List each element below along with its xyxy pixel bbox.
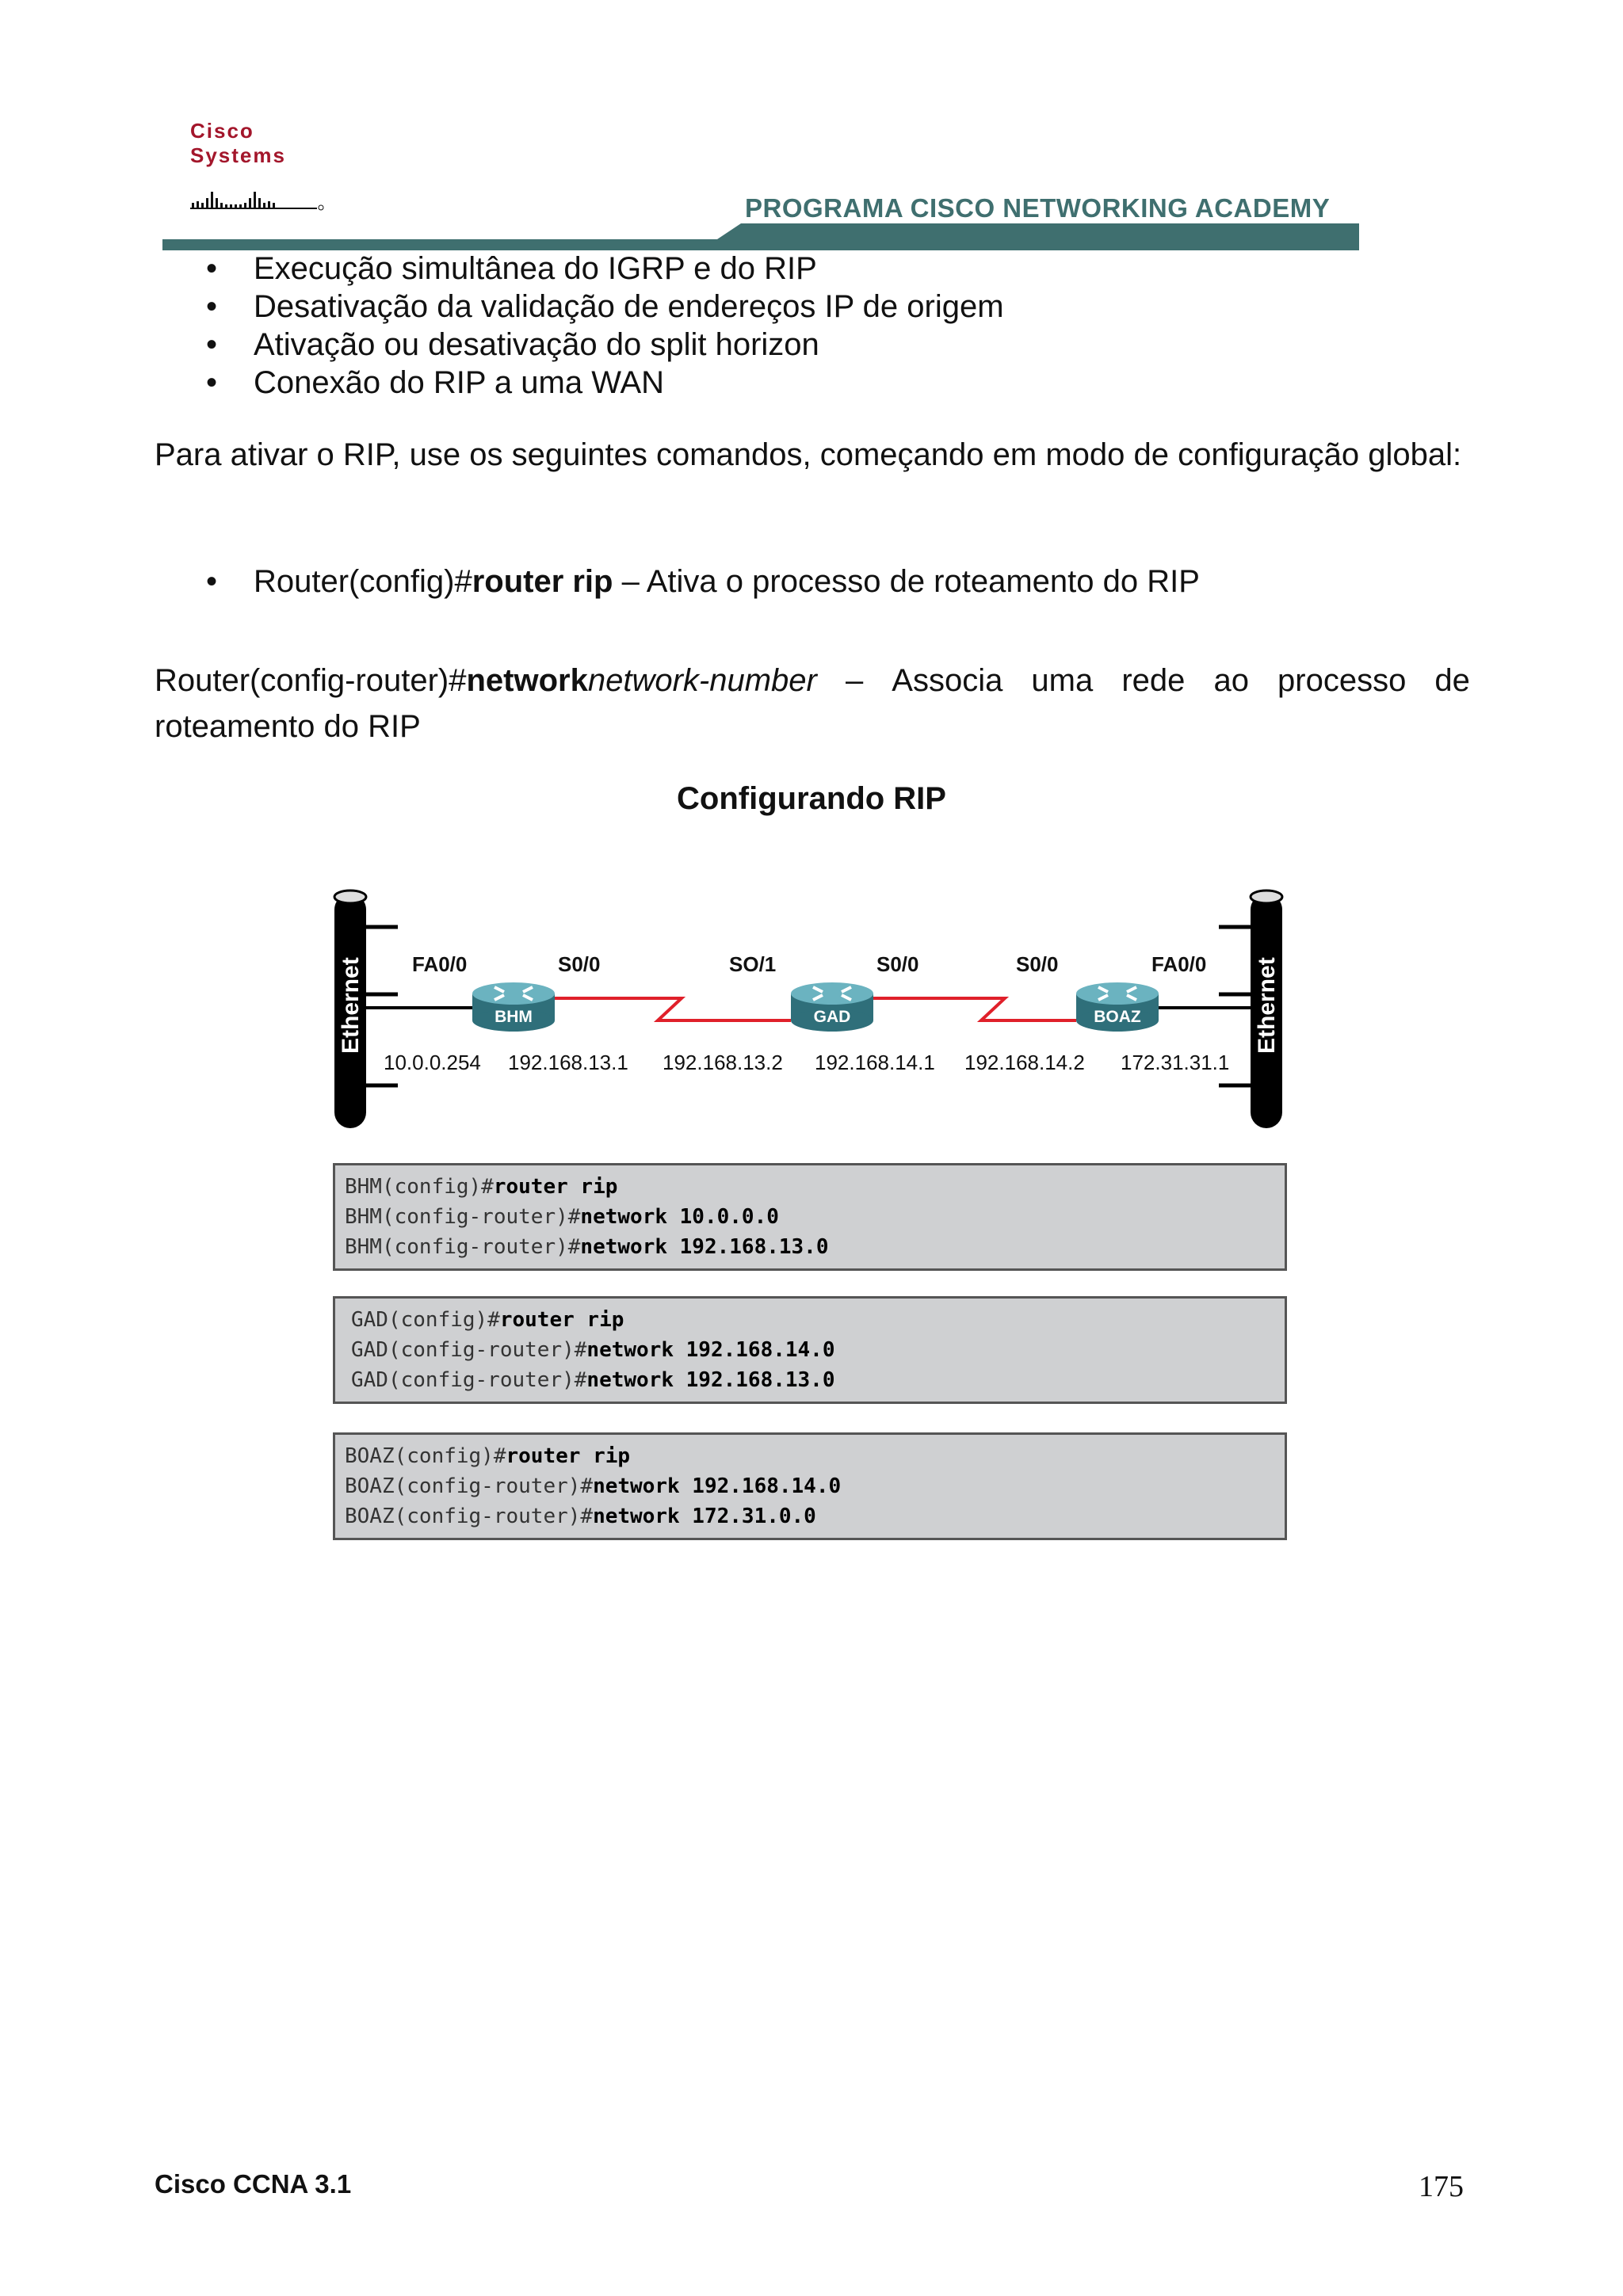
list-item: • Execução simultânea do IGRP e do RIP xyxy=(206,251,817,286)
cisco-bridge-icon xyxy=(190,168,325,215)
router-label-boaz: BOAZ xyxy=(1094,1008,1141,1026)
ethernet-label-right: Ethernet xyxy=(1254,957,1280,1054)
list-item: • Desativação da validação de endereços IP de origem xyxy=(206,289,1004,324)
router-icon-bhm xyxy=(472,982,555,1032)
router-icon-gad xyxy=(791,982,873,1032)
interface-label: FA0/0 xyxy=(1151,952,1207,976)
network-command-paragraph: Router(config-router)#networknetwork-number – Associa uma rede ao processo de roteamento do RIP xyxy=(155,663,1470,744)
ip-address: 192.168.14.2 xyxy=(964,1051,1085,1074)
interface-label: SO/1 xyxy=(729,952,777,976)
ip-address: 172.31.31.1 xyxy=(1121,1051,1230,1074)
academy-title: PROGRAMA CISCO NETWORKING ACADEMY xyxy=(745,193,1331,223)
interface-label: FA0/0 xyxy=(412,952,468,976)
ip-address: 192.168.13.1 xyxy=(508,1051,628,1074)
code-line: BOAZ(config-router)#network 192.168.14.0 xyxy=(345,1474,842,1498)
code-line: GAD(config-router)#network 192.168.14.0 xyxy=(351,1338,835,1362)
code-line: GAD(config-router)#network 192.168.13.0 xyxy=(351,1368,835,1392)
interface-label: S0/0 xyxy=(1016,952,1059,976)
ip-address: 10.0.0.254 xyxy=(384,1051,481,1074)
code-line: BHM(config-router)#network 10.0.0.0 xyxy=(345,1205,779,1229)
code-line: GAD(config)#router rip xyxy=(351,1308,624,1332)
code-block-boaz xyxy=(333,1432,1287,1540)
router-icon-boaz xyxy=(1076,982,1159,1032)
figure-caption: Configurando RIP xyxy=(677,781,946,816)
rip-topology-diagram xyxy=(317,879,1300,1141)
code-block-bhm xyxy=(333,1163,1287,1271)
page-number: 175 xyxy=(1419,2170,1464,2203)
code-line: BHM(config-router)#network 192.168.13.0 xyxy=(345,1235,829,1259)
logo-text: Cisco Systems xyxy=(190,119,286,167)
code-block-gad xyxy=(333,1296,1287,1404)
serial-link-bhm-gad xyxy=(555,998,791,1020)
ethernet-label-left: Ethernet xyxy=(338,957,364,1054)
interface-label: S0/0 xyxy=(876,952,919,976)
interface-label: S0/0 xyxy=(558,952,601,976)
router-label-gad: GAD xyxy=(813,1008,851,1026)
feature-list xyxy=(206,250,1004,402)
code-line: BOAZ(config)#router rip xyxy=(345,1444,631,1468)
code-line: BOAZ(config-router)#network 172.31.0.0 xyxy=(345,1505,816,1528)
intro-paragraph: Para ativar o RIP, use os seguintes comandos, começando em modo de configuração global: xyxy=(155,437,1462,472)
router-label-bhm: BHM xyxy=(495,1008,533,1026)
list-item: • Ativação ou desativação do split horizon xyxy=(206,327,819,362)
cisco-logo xyxy=(190,119,325,219)
serial-link-gad-boaz xyxy=(872,998,1076,1020)
ip-address: 192.168.14.1 xyxy=(815,1051,935,1074)
list-item: • Conexão do RIP a uma WAN xyxy=(206,365,665,400)
ip-address: 192.168.13.2 xyxy=(663,1051,783,1074)
code-line: BHM(config)#router rip xyxy=(345,1175,618,1199)
header-bar xyxy=(162,223,1359,250)
footer-course: Cisco CCNA 3.1 xyxy=(155,2169,352,2199)
